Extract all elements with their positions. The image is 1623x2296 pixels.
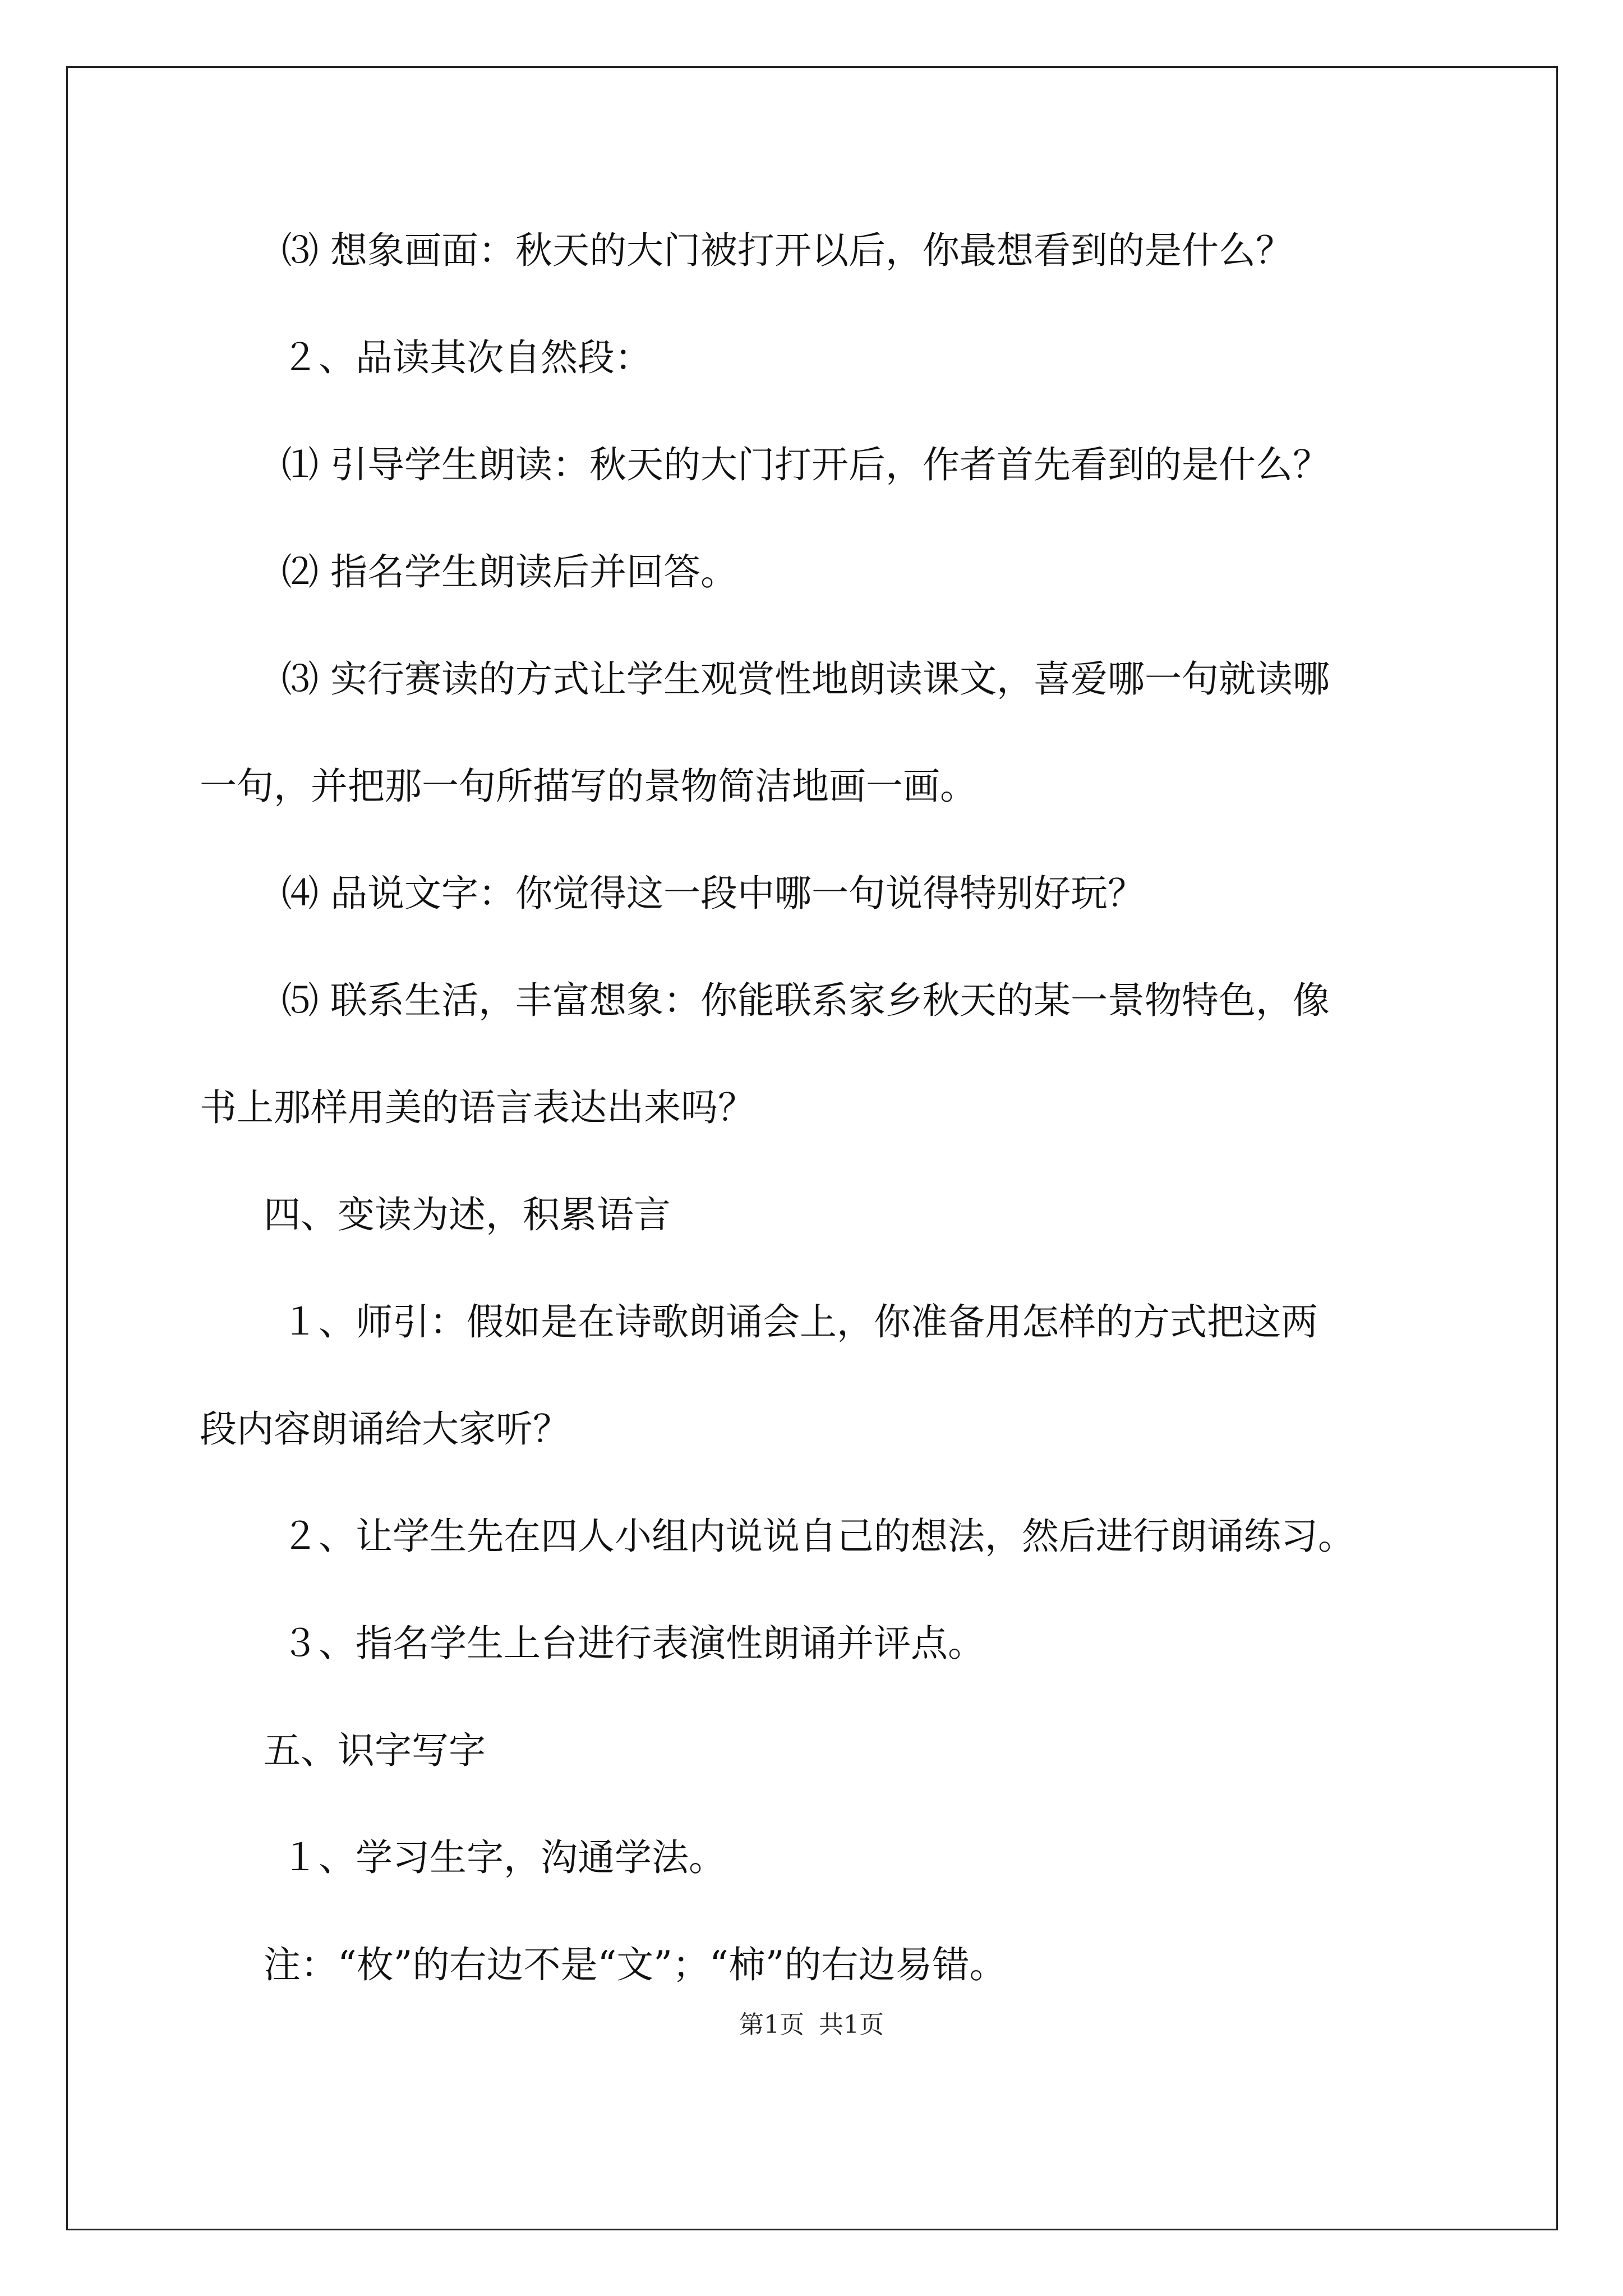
- page-total: 共1页: [819, 2010, 884, 2039]
- text-line: ⑵ 指名学生朗读后并回答。: [282, 550, 737, 593]
- text-line: 段内容朗诵给大家听？: [200, 1407, 570, 1451]
- text-line: ⑶ 想象画面：秋天的大门被打开以后，你最想看到的是什么？: [282, 229, 1293, 272]
- text-line: ２、品读其次自然段：: [282, 336, 652, 379]
- page-footer: [0, 2008, 1623, 2042]
- text-line: ⑴ 引导学生朗读：秋天的大门打开后，作者首先看到的是什么？: [282, 443, 1330, 486]
- text-line: ⑶ 实行赛读的方式让学生观赏性地朗读课文，喜爱哪一句就读哪: [282, 657, 1330, 701]
- text-line: １、师引：假如是在诗歌朗诵会上，你准备用怎样的方式把这两: [282, 1300, 1318, 1343]
- text-line: ２、让学生先在四人小组内说说自己的想法，然后进行朗诵练习。: [282, 1515, 1355, 1558]
- section-heading: 四、变读为述，积累语言: [264, 1193, 671, 1236]
- text-line: ⑷ 品说文字：你觉得这一段中哪一句说得特别好玩？: [282, 872, 1145, 915]
- text-line: ⑸ 联系生活，丰富想象：你能联系家乡秋天的某一景物特色，像: [282, 979, 1330, 1022]
- text-line: 书上那样用美的语言表达出来吗？: [200, 1086, 755, 1129]
- text-line: 注：“枚”的右边不是“文”；“柿”的右边易错。: [264, 1943, 1007, 1986]
- text-line: 一句，并把那一句所描写的景物简洁地画一画。: [200, 765, 977, 808]
- text-line: ３、指名学生上台进行表演性朗诵并评点。: [282, 1622, 985, 1665]
- text-line: １、学习生字，沟通学法。: [282, 1836, 726, 1879]
- section-heading: 五、识字写字: [264, 1729, 486, 1772]
- page-number: 第1页: [739, 2010, 804, 2039]
- page-border: [66, 66, 1558, 2230]
